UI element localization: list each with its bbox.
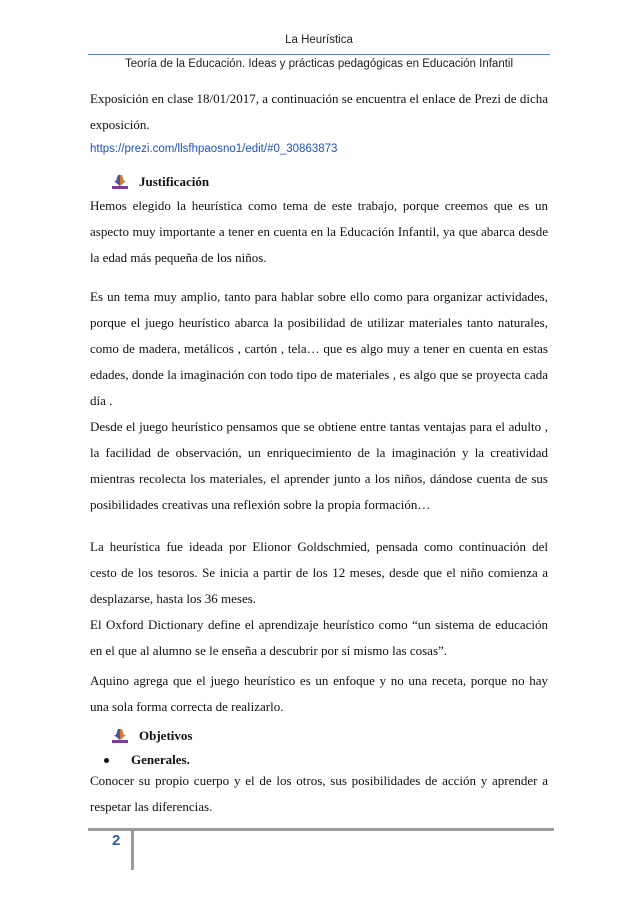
intro-text: Exposición en clase 18/01/2017, a continuación se encuentra el enlace de Prezi de dicha exposición. xyxy=(90,91,548,132)
prezi-link[interactable]: https://prezi.com/llsfhpaosno1/edit/#0_30863873 xyxy=(90,143,338,155)
footer-divider xyxy=(131,828,134,870)
footer-rule xyxy=(88,828,554,831)
header-subtitle: Teoría de la Educación. Ideas y prácticas pedagógicas en Educación Infantil xyxy=(124,58,514,70)
paragraph: La heurística fue ideada por Elionor Goldschmied, pensada como continuación del cesto de los tesoros. Se inicia a partir de los 12 meses, desde que el niño comienza a desplazarse, hasta los 36 meses. xyxy=(90,539,548,606)
paragraph: El Oxford Dictionary define el aprendizaje heurístico como “un sistema de educación en el que al alumno se le enseña a descubrir por sí mismo las cosas”. xyxy=(90,617,548,658)
section-title: Justificación xyxy=(139,174,210,189)
list-item-generales xyxy=(104,752,190,768)
paragraph: Desde el juego heurístico pensamos que se obtiene entre tantas ventajas para el adulto , la facilidad de observación, un enriquecimiento de la imaginación y la creatividad mientras recolecta los materiales, el aprender junto a los niños, dándose cuenta de sus posibilidades creativas una reflexión sobre la propia formación… xyxy=(90,419,548,512)
bullet-dot-icon xyxy=(104,758,109,763)
section-title: Objetivos xyxy=(139,728,193,743)
header-title: La Heurística xyxy=(285,34,353,46)
page-number: 2 xyxy=(112,832,121,849)
paragraph: Conocer su propio cuerpo y el de los otros, sus posibilidades de acción y aprender a respetar las diferencias. xyxy=(90,773,548,814)
arrow-bullet-icon xyxy=(112,729,128,743)
paragraph: Aquino agrega que el juego heurístico es un enfoque y no una receta, porque no hay una sola forma correcta de realizarlo. xyxy=(90,673,548,714)
section-heading-justificacion xyxy=(112,174,209,190)
paragraph: Es un tema muy amplio, tanto para hablar sobre ello como para organizar actividades, porque el juego heurístico abarca la posibilidad de utilizar materiales tanto naturales, como de madera, metálicos , cartón , tela… que es algo muy a tener en cuenta en estas edades, donde la imaginación con todo tipo de materiales , es algo que se proyecta cada día . xyxy=(90,289,548,408)
header-rule xyxy=(88,54,550,55)
arrow-bullet-icon xyxy=(112,175,128,189)
list-item-label: Generales. xyxy=(131,752,190,767)
paragraph: Hemos elegido la heurística como tema de este trabajo, porque creemos que es un aspecto muy importante a tener en cuenta en la Educación Infantil, ya que abarca desde la edad más pequeña de los niños. xyxy=(90,198,548,265)
section-heading-objetivos xyxy=(112,728,192,744)
